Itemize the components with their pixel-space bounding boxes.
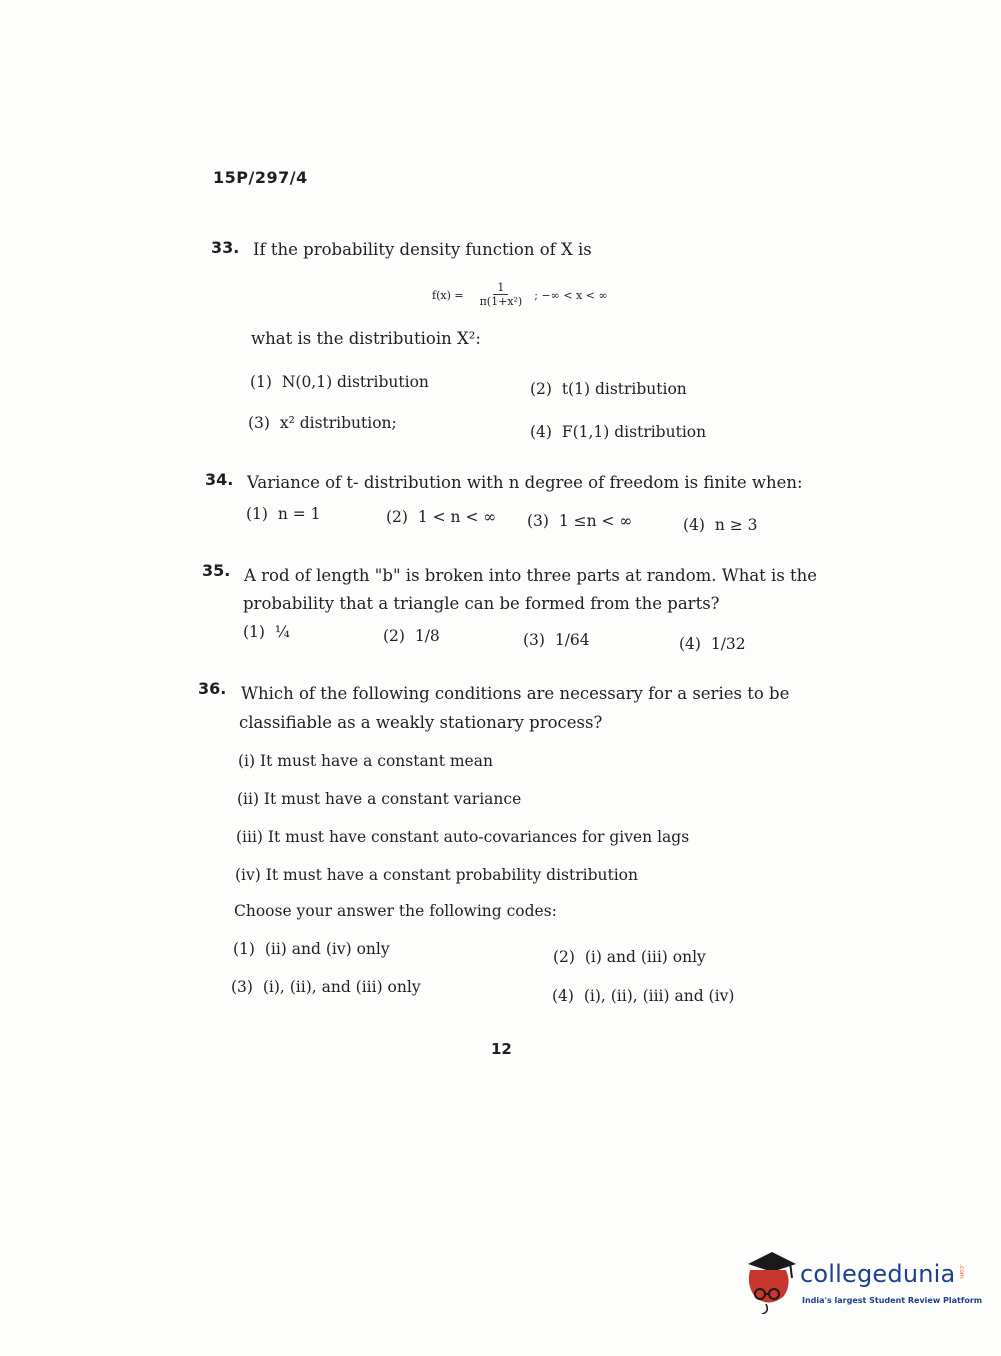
collegedunia-logo-icon [742, 1248, 798, 1314]
option-text: 1/64 [554, 631, 590, 649]
option-label: (2) [383, 627, 405, 645]
q35-option-1[interactable] [243, 623, 290, 641]
q36-option-2[interactable] [553, 948, 706, 966]
q35-option-3[interactable] [523, 631, 590, 649]
question-35-line2: probability that a triangle can be formed from the parts? [243, 594, 720, 613]
collegedunia-name: collegedunia [800, 1260, 956, 1288]
option-text: 1/32 [710, 635, 746, 653]
q34-option-3[interactable] [527, 512, 632, 530]
formula-fraction [478, 282, 525, 308]
question-36-line2: classifiable as a weakly stationary process? [239, 713, 603, 732]
paper-code: 15P/297/4 [213, 168, 308, 187]
condition-i: (i) It must have a constant mean [238, 752, 493, 770]
option-label: (3) [527, 512, 549, 530]
question-33-text2: what is the distributioin X²: [251, 329, 481, 348]
option-text: (i), (ii), (iii) and (iv) [583, 987, 735, 1005]
q33-option-2[interactable] [530, 380, 687, 398]
option-label: (2) [386, 508, 408, 526]
option-text: (ii) and (iv) only [264, 940, 390, 958]
page-number: 12 [491, 1040, 512, 1058]
option-text: (i), (ii), and (iii) only [262, 978, 421, 996]
q36-option-1[interactable] [233, 940, 390, 958]
question-35-number: 35. [202, 561, 231, 580]
q36-option-3[interactable] [231, 978, 421, 996]
option-label: (4) [530, 423, 552, 441]
option-text: n = 1 [277, 505, 321, 523]
formula-denominator: π(1+x²) [479, 295, 523, 308]
q34-option-4[interactable] [683, 516, 758, 534]
option-label: (4) [552, 987, 574, 1005]
collegedunia-com: .com [958, 1264, 965, 1279]
question-34-text: Variance of t- distribution with n degree of freedom is finite when: [247, 473, 803, 492]
option-label: (1) [250, 373, 272, 391]
option-text: 1/8 [414, 627, 440, 645]
option-text: F(1,1) distribution [561, 423, 707, 441]
question-33-text: If the probability density function of X is [253, 240, 592, 259]
condition-iv: (iv) It must have a constant probability distribution [235, 866, 638, 884]
q36-option-4[interactable] [552, 987, 734, 1005]
option-text: t(1) distribution [561, 380, 687, 398]
option-label: (3) [523, 631, 545, 649]
option-label: (1) [233, 940, 255, 958]
q34-option-1[interactable] [246, 505, 321, 523]
formula-numerator: 1 [493, 282, 508, 295]
option-label: (4) [683, 516, 705, 534]
q35-option-4[interactable] [679, 635, 746, 653]
option-label: (1) [243, 623, 265, 641]
option-label: (2) [530, 380, 552, 398]
option-text: 1 ≤n < ∞ [558, 512, 633, 530]
question-33-formula [432, 282, 608, 308]
question-33-number: 33. [211, 238, 240, 257]
q33-option-4[interactable] [530, 423, 706, 441]
question-34-number: 34. [205, 470, 234, 489]
option-text: 1 < n < ∞ [417, 508, 497, 526]
option-text: n ≥ 3 [714, 516, 758, 534]
option-label: (1) [246, 505, 268, 523]
collegedunia-tagline: India's largest Student Review Platform [802, 1296, 983, 1305]
q34-option-2[interactable] [386, 508, 496, 526]
question-35-line1: A rod of length "b" is broken into three parts at random. What is the [244, 566, 818, 585]
option-text: (i) and (iii) only [584, 948, 706, 966]
option-text: x² distribution; [279, 414, 397, 432]
formula-lhs: f(x) = [432, 288, 464, 302]
option-text: N(0,1) distribution [281, 373, 429, 391]
option-text: ¼ [274, 623, 290, 641]
option-label: (4) [679, 635, 701, 653]
q35-option-2[interactable] [383, 627, 440, 645]
q33-option-1[interactable] [250, 373, 429, 391]
condition-iii: (iii) It must have constant auto-covariances for given lags [236, 828, 690, 846]
answer-instruction: Choose your answer the following codes: [234, 902, 557, 920]
question-36-number: 36. [198, 679, 227, 698]
question-36-line1: Which of the following conditions are necessary for a series to be [241, 684, 790, 703]
condition-ii: (ii) It must have a constant variance [237, 790, 522, 808]
formula-range: ; −∞ < x < ∞ [534, 288, 608, 302]
option-label: (3) [248, 414, 270, 432]
collegedunia-watermark [742, 1248, 982, 1318]
q33-option-3[interactable] [248, 414, 397, 432]
option-label: (2) [553, 948, 575, 966]
option-label: (3) [231, 978, 253, 996]
